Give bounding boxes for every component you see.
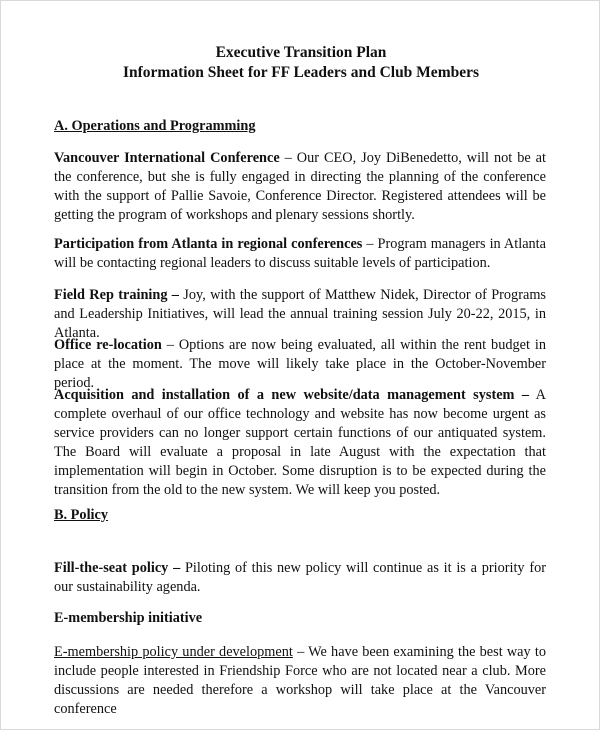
paragraph-text: A complete overhaul of our office technology and website has now become urgent as service providers can no longer support certain functions of our antiquated system. The Board will evaluate a proposal in late August with the expectation that implementation will begin in October. Some disruption is to be expected during the transition from the old to the new system. We will keep you posted. [54,387,546,498]
paragraph-lead: Field Rep training – [54,287,179,303]
paragraph-text: – Options are now being evaluated, all within the rent budget in place at the moment. The move will likely take place in the October-November period. [54,337,546,391]
paragraph-lead: Office re-location [54,337,162,353]
paragraph-text: – Our CEO, Joy DiBenedetto, will not be at the conference, but she is fully engaged in directing the planning of the conference with the support of Pallie Savoie, Conference Director. Registered attendees will be getting the program of workshops and plenary sessions shortly. [54,150,546,223]
paragraph-text: Piloting of this new policy will continue as it is a priority for our sustainability agenda. [54,560,546,595]
paragraph-e-membership-policy [54,643,546,719]
document-title: Executive Transition Plan [215,44,387,61]
document-subtitle: Information Sheet for FF Leaders and Club Members [122,64,480,81]
paragraph-lead: Participation from Atlanta in regional conferences [54,236,363,252]
paragraph-fill-the-seat [54,559,546,597]
paragraph-lead-underlined: E-membership policy under development [54,644,293,660]
section-heading-policy: B. Policy [54,507,109,523]
paragraph-vancouver-conference [54,149,546,225]
paragraph-lead: Vancouver International Conference [54,150,280,166]
paragraph-field-rep-training [54,286,546,343]
subheading-e-membership: E-membership initiative [54,610,203,626]
paragraph-text: – Program managers in Atlanta will be contacting regional leaders to discuss suitable levels of participation. [54,236,547,271]
paragraph-lead: Fill-the-seat policy – [54,560,181,576]
paragraph-office-relocation [54,336,546,393]
paragraph-atlanta-participation [54,235,546,273]
section-heading-operations: A. Operations and Programming [54,118,256,134]
paragraph-lead: Acquisition and installation of a new website/data management system – [54,387,530,403]
paragraph-text: – We have been examining the best way to include people interested in Friendship Force who are not located near a club. More discussions are needed therefore a workshop will take place at the Vancouver conference [54,644,546,717]
paragraph-text: Joy, with the support of Matthew Nidek, Director of Programs and Leadership Initiatives, will lead the annual training session July 20-22, 2015, in Atlanta. [54,287,546,341]
paragraph-website-system [54,386,546,500]
